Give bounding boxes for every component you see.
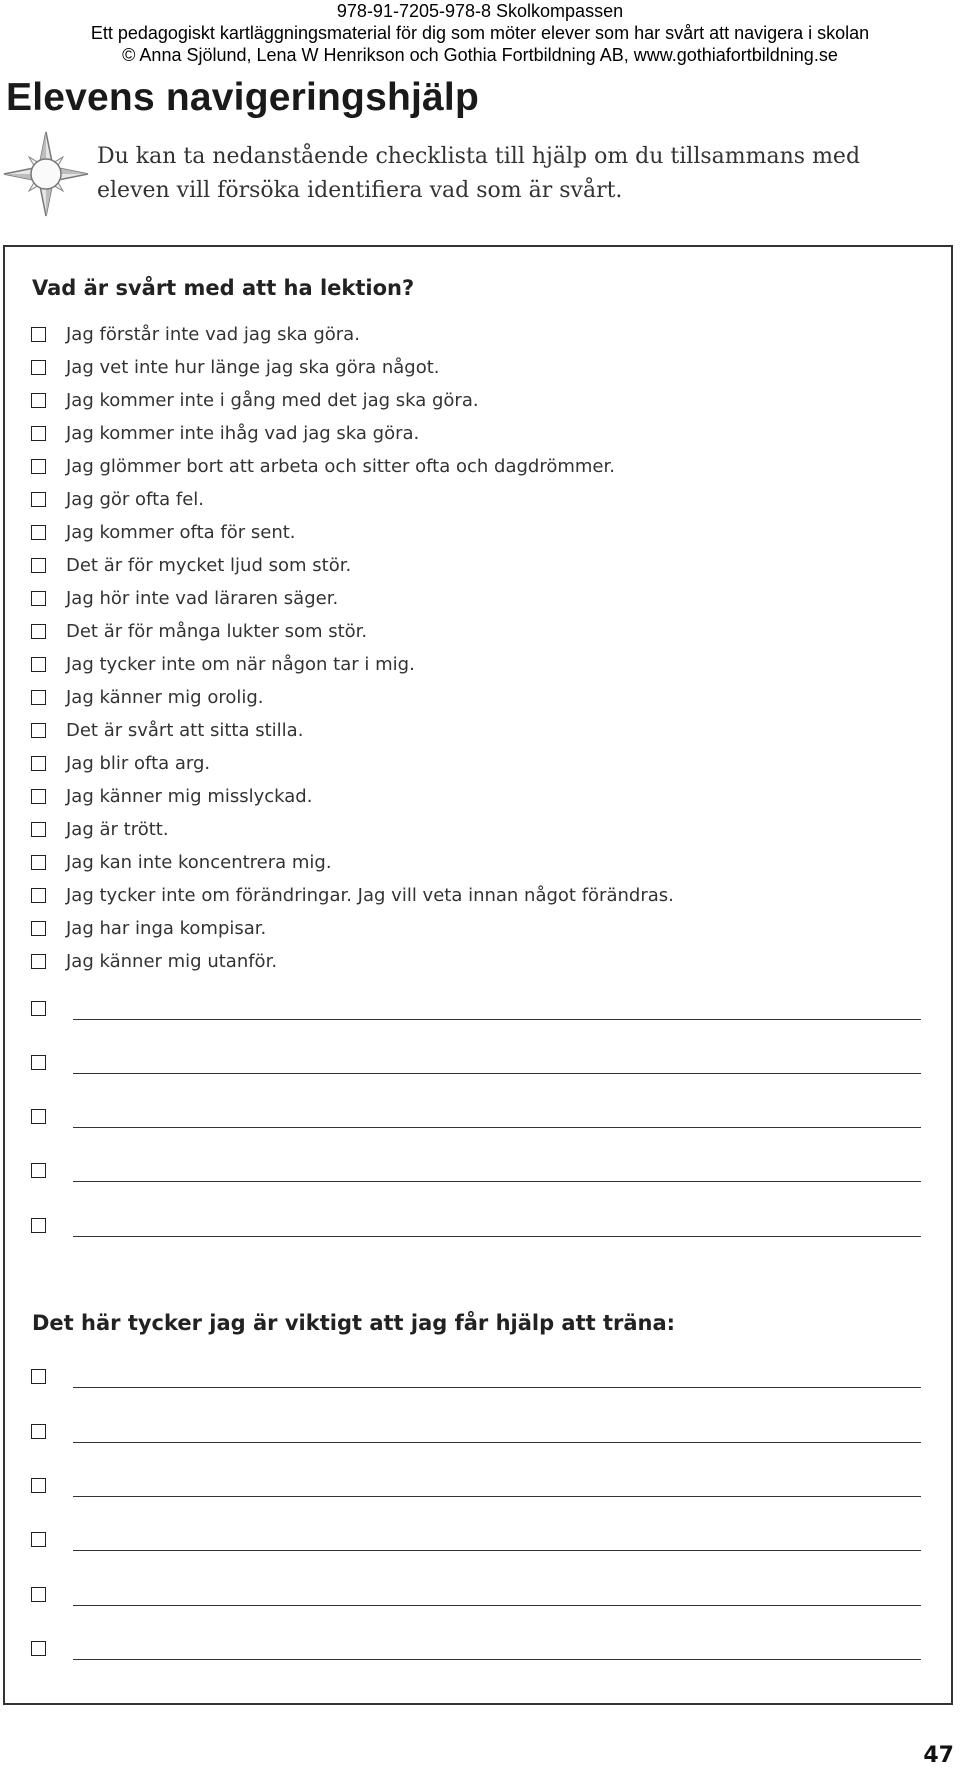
checklist-item-label: Jag känner mig misslyckad. (66, 786, 313, 807)
checklist-item-label: Det är för mycket ljud som stör. (66, 555, 352, 576)
write-line[interactable] (73, 1019, 921, 1020)
checklist-item[interactable] (31, 714, 674, 747)
blank-checklist-row[interactable] (31, 1050, 921, 1074)
checklist-item[interactable] (31, 384, 674, 417)
checklist-item-label: Jag tycker inte om när någon tar i mig. (66, 654, 415, 675)
compass-rose-icon (2, 130, 90, 218)
checkbox[interactable] (31, 690, 46, 705)
blank-checklist-row[interactable] (31, 1213, 921, 1237)
checkbox[interactable] (31, 1478, 46, 1493)
page-number: 47 (923, 1743, 954, 1768)
checklist-item[interactable] (31, 582, 674, 615)
write-line[interactable] (73, 1127, 921, 1128)
blank-checklist-row[interactable] (31, 996, 921, 1020)
checklist-item[interactable] (31, 450, 674, 483)
checklist-item-label: Jag känner mig utanför. (66, 951, 278, 972)
checkbox[interactable] (31, 1532, 46, 1547)
section-heading-lesson: Vad är svårt med att ha lektion? (32, 276, 415, 300)
checkbox[interactable] (31, 1218, 46, 1233)
blank-checklist-row[interactable] (31, 1104, 921, 1128)
checklist-item-label: Jag är trött. (66, 819, 169, 840)
checklist-item-label: Jag tycker inte om förändringar. Jag vill veta innan något förändras. (66, 885, 674, 906)
checklist-item-label: Jag förstår inte vad jag ska göra. (66, 324, 360, 345)
checkbox[interactable] (31, 1055, 46, 1070)
checkbox[interactable] (31, 657, 46, 672)
checkbox[interactable] (31, 591, 46, 606)
checklist-item-label: Jag har inga kompisar. (66, 918, 267, 939)
checklist-item[interactable] (31, 615, 674, 648)
page-header (0, 0, 960, 66)
write-line[interactable] (73, 1605, 921, 1606)
blank-training-row[interactable] (31, 1364, 921, 1388)
blank-training-row[interactable] (31, 1419, 921, 1443)
checklist-item[interactable] (31, 879, 674, 912)
blank-training-row[interactable] (31, 1636, 921, 1660)
blank-training-row[interactable] (31, 1582, 921, 1606)
checklist-item-label: Jag blir ofta arg. (66, 753, 211, 774)
checklist-item-label: Jag hör inte vad läraren säger. (66, 588, 339, 609)
write-line[interactable] (73, 1442, 921, 1443)
checklist-item[interactable] (31, 483, 674, 516)
checkbox[interactable] (31, 1001, 46, 1016)
checklist-item-label: Det är för många lukter som stör. (66, 621, 368, 642)
checkbox[interactable] (31, 459, 46, 474)
checklist-item[interactable] (31, 846, 674, 879)
page-title: Elevens navigeringshjälp (6, 76, 479, 119)
checkbox[interactable] (31, 1587, 46, 1602)
checklist-item[interactable] (31, 516, 674, 549)
checkbox[interactable] (31, 327, 46, 342)
write-line[interactable] (73, 1073, 921, 1074)
write-line[interactable] (73, 1236, 921, 1237)
checklist-item-label: Jag kommer ofta för sent. (66, 522, 296, 543)
checkbox[interactable] (31, 360, 46, 375)
checklist-item[interactable] (31, 681, 674, 714)
checklist-item-label: Jag gör ofta fel. (66, 489, 205, 510)
checkbox[interactable] (31, 921, 46, 936)
checklist-item-label: Jag kommer inte ihåg vad jag ska göra. (66, 423, 420, 444)
checkbox[interactable] (31, 393, 46, 408)
checkbox[interactable] (31, 789, 46, 804)
write-line[interactable] (73, 1659, 921, 1660)
header-subtitle: Ett pedagogiskt kartläggningsmaterial för dig som möter elever som har svårt att navigera i skolan (90, 23, 870, 43)
blank-training-row[interactable] (31, 1473, 921, 1497)
checkbox[interactable] (31, 1641, 46, 1656)
section-heading-training: Det här tycker jag är viktigt att jag får hjälp att träna: (32, 1311, 676, 1335)
intro-text: Du kan ta nedanstående checklista till hjälp om du tillsammans med eleven vill försöka identifiera vad som är svårt. (97, 144, 861, 203)
checklist-item[interactable] (31, 747, 674, 780)
checkbox[interactable] (31, 723, 46, 738)
checklist-item[interactable] (31, 318, 674, 351)
checklist-item-label: Det är svårt att sitta stilla. (66, 720, 304, 741)
checklist-item-label: Jag kan inte koncentrera mig. (66, 852, 332, 873)
checkbox[interactable] (31, 624, 46, 639)
checkbox[interactable] (31, 525, 46, 540)
checklist-item[interactable] (31, 780, 674, 813)
checklist-item[interactable] (31, 945, 674, 978)
header-isbn: 978-91-7205-978-8 Skolkompassen (336, 1, 624, 21)
checklist-item[interactable] (31, 549, 674, 582)
checklist-item[interactable] (31, 813, 674, 846)
header-copyright: © Anna Sjölund, Lena W Henrikson och Gothia Fortbildning AB, www.gothiafortbildning.se (122, 45, 838, 65)
blank-checklist-row[interactable] (31, 1158, 921, 1182)
checkbox[interactable] (31, 822, 46, 837)
checkbox[interactable] (31, 1163, 46, 1178)
blank-training-row[interactable] (31, 1527, 921, 1551)
checklist-item-label: Jag vet inte hur länge jag ska göra något. (66, 357, 440, 378)
write-line[interactable] (73, 1387, 921, 1388)
write-line[interactable] (73, 1550, 921, 1551)
checkbox[interactable] (31, 1369, 46, 1384)
checklist-item[interactable] (31, 648, 674, 681)
checkbox[interactable] (31, 492, 46, 507)
checklist-item-label: Jag kommer inte i gång med det jag ska göra. (66, 390, 479, 411)
checkbox[interactable] (31, 888, 46, 903)
checklist-item-label: Jag glömmer bort att arbeta och sitter ofta och dagdrömmer. (66, 456, 615, 477)
checkbox[interactable] (31, 426, 46, 441)
checkbox[interactable] (31, 756, 46, 771)
checklist-item[interactable] (31, 417, 674, 450)
checkbox[interactable] (31, 558, 46, 573)
checkbox[interactable] (31, 1424, 46, 1439)
checklist-item[interactable] (31, 351, 674, 384)
checklist-item-label: Jag känner mig orolig. (66, 687, 264, 708)
checkbox[interactable] (31, 855, 46, 870)
checklist (31, 318, 674, 978)
checkbox[interactable] (31, 1109, 46, 1124)
checkbox[interactable] (31, 954, 46, 969)
write-line[interactable] (73, 1181, 921, 1182)
write-line[interactable] (73, 1496, 921, 1497)
checklist-item[interactable] (31, 912, 674, 945)
